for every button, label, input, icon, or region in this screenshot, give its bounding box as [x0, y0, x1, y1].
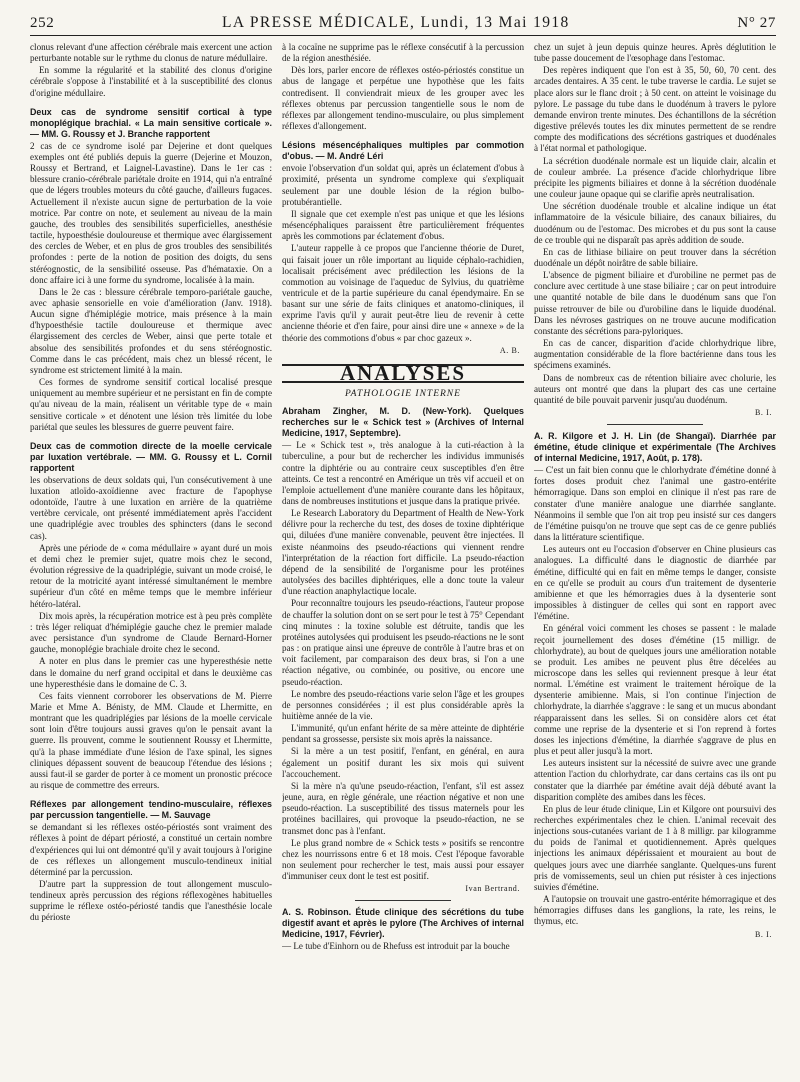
section-heading: Deux cas de syndrome sensitif cortical à type monoplégique brachial. « La main sensitive corticale ». — MM. G. Roussy et J. Branche rapportent — [30, 106, 272, 139]
column-2 — [282, 42, 524, 1082]
section-heading: Deux cas de commotion directe de la moelle cervicale par luxation vertébrale. — MM. G. Roussy et L. Cornil rapportent — [30, 440, 272, 473]
paragraph: Pour reconnaître toujours les pseudo-réactions, l'auteur propose de chauffer la solution dont on se sert pour le test à 75° Cependant cinq minutes : la toxine soluble est détruite, tandis que les protéines autolysées qui produisent les pseudo-réactions ne le sont pas : on pratique ainsi une épreuve de contrôle à l'autre bras et on voit facilement, par comparaison des deux bras, si l'on a une réaction négative, ou combinée, ou positive, ou encore une pseudo-réaction. — [282, 598, 524, 687]
paragraph: Dans le 2e cas : blessure cérébrale temporo-pariétale gauche, avec aphasie sensorielle en voie d'amélioration (Janv. 1918). Aucun signe d'hémiplégie motrice, mais présence à la main d'hypoesthésie tactile douloureuse et thermique avec élargissement des cercles de Weber, ainsi que perte totale et absolue des sensibilités profondes et du sens stéréognostic. Comme dans le cas précédent, mais chez un blessé récent, le syndrome est strictement limité à la main. — [30, 286, 272, 375]
page-number: 252 — [30, 15, 55, 31]
paragraph: Il signale que cet exemple n'est pas unique et que les lésions mésencéphaliques paraissent être particulièrement fréquentes après les commotions par éclatement d'obus. — [282, 208, 524, 242]
paragraph: L'immunité, qu'un enfant hérite de sa mère atteinte de diphtérie pendant sa grossesse, persiste six mois après la naissance. — [282, 723, 524, 745]
paragraph: D'autre part la suppression de tout allongement musculo-tendineux après percussion des régions réflexogènes habituelles supprime le réflexe ostéo-périosté tandis que l'anesthésie locale du périoste — [30, 879, 272, 923]
paragraph: Dans de nombreux cas de rétention biliaire avec cholurie, les auteurs ont montré que dans la plupart des cas une certaine quantité de bile pouvait parvenir jusqu'au duodénum. — [534, 372, 776, 405]
reference-heading: Abraham Zingher, M. D. (New-York). Quelques recherches sur le « Schick test » (Archives of Internal Medicine, 1917, Septembre). — [282, 406, 524, 439]
paragraph: Si la mère a un test positif, l'enfant, en général, en aura également un positif durant les six mois qui suivent l'accouchement. — [282, 746, 524, 779]
divider — [607, 424, 704, 425]
analyses-subtitle: PATHOLOGIE INTERNE — [345, 389, 461, 400]
paragraph: Le nombre des pseudo-réactions varie selon l'âge et les groupes de personnes considérées ; il est plus considérable après la huitième année de la vie. — [282, 688, 524, 721]
analyses-banner: ANALYSES — [282, 364, 524, 383]
paragraph: à la cocaïne ne supprime pas le réflexe consécutif à la percussion de la région anesthésiée. — [282, 42, 524, 64]
paragraph: En cas de cancer, disparition d'acide chlorhydrique libre, augmentation considérable de la flore bactérienne dans tous les spécimens examinés. — [534, 338, 776, 371]
paragraph: A l'autopsie on trouvait une gastro-entérite hémorragique et des hémorragies diffuses dans les ganglions, la rate, les reins, le thymus, etc. — [534, 894, 776, 927]
issue-number: N° 27 — [737, 15, 776, 31]
section-heading: Lésions mésencéphaliques multiples par commotion d'obus. — M. André Léri — [282, 140, 524, 162]
paragraph: L'absence de pigment biliaire et d'urobiline ne permet pas de conclure avec certitude à une stase biliaire ; car on peut introduire une quantité notable de bile dans le duodénum sans que l'on puisse retrouver de bile ou d'urobiline dans le liquide duodénal. Dans les névroses gastriques on ne trouve aucune modification constante des sécrétions para-pyloriques. — [534, 270, 776, 336]
journal-title: LA PRESSE MÉDICALE, Lundi, 13 Mai 1918 — [222, 14, 570, 31]
paragraph: Dès lors, parler encore de réflexes ostéo-périostés constitue un abus de langage et perpétue une hypothèse que les faits contredisent. Il conviendrait mieux de les grouper avec les réflexes obtenus par percussion tangentielle sous le nom de réflexes par allongement tendino-musculaire, ou plus simplement réflexes d'allongement. — [282, 65, 524, 132]
column-1 — [30, 42, 272, 1082]
paragraph: Une sécrétion duodénale trouble et alcaline indique un état inflammatoire de la vésicule biliaire, des canaux biliaires, du duodénum ou de l'estomac. Des microbes et du pus sont la cause de ce trouble qui ne disparaît pas après addition de soude. — [534, 201, 776, 245]
paragraph: En général voici comment les choses se passent : le malade reçoit journellement des doses d'émétine (15 milligr. de chlorhydrate), au bout de quelques jours une amélioration notable se produit. Les amibes ne peuvent plus être décelées au microscope dans les selles qui reviennent presque à leur état normal. L'émétine est vraiment le traitement héroïque de la dysenterie amibienne. Mais, si l'on continue l'injection de chlorhydrate, la diarrhée s'aggrave : le sang et un mucus abondant réapparaissent dans les selles. Si on considère alors cet état comme une reprise de la dysenterie et si l'on reprend à fortes doses les injections d'émétine, la diarrhée s'aggrave de plus en plus et peut aller jusqu'à la mort. — [534, 623, 776, 757]
section-heading: Réflexes par allongement tendino-musculaire, réflexes par percussion tangentielle. — M. Sauvage — [30, 799, 272, 821]
paragraph: En somme la régularité et la stabilité des clonus d'origine cérébrale s'oppose à l'instabilité et à la susceptibilité des clonus d'origine médullaire. — [30, 65, 272, 98]
paragraph: Dix mois après, la récupération motrice est à peu près complète : très léger reliquat d'hémiplégie gauche chez le premier malade avec persistance d'un syndrome de Claude Bernard-Horner gauche, monoplégie brachiale droite chez le second. — [30, 610, 272, 655]
paragraph: Ces formes de syndrome sensitif cortical localisé presque uniquement au membre supérieur et ne persistant en fin de compte qu'au niveau de la main, réalisent un véritable type de « main sensitive corticale » et dénotent une lésion très limitée du lobe pariétal que seules les blessures de guerre peuvent faire. — [30, 377, 272, 432]
paragraph: Les auteurs ont eu l'occasion d'observer en Chine plusieurs cas analogues. La difficulté dans le diagnostic de diarrhée par émétine, difficulté qui en fait en même temps le danger, consiste en ce qu'elle se produit au cours d'un traitement de dysenterie amibienne et que les hémorragies dues à la dysenterie sont impossibles à distinguer de celles qui sont en rapport avec l'émétine. — [534, 544, 776, 622]
paragraph: En plus de leur étude clinique, Lin et Kilgore ont poursuivi des recherches expérimentales chez le chien. L'animal recevait des injections sous-cutanées variant de 1 à 8 milligr. par kilogramme du poids de l'animal et quotidiennement. Après quelques injections les animaux dépérissaient et mouraient au bout de quelques jours avec une diarrhée sanglante. Quelques-uns furent pris de vomissements, seul un chien put résister à ces injections suivies d'émétine. — [534, 803, 776, 892]
divider — [355, 900, 452, 901]
signature: B. I. — [755, 408, 772, 417]
paragraph: clonus relevant d'une affection cérébrale mais exercent une action perturbante notable sur le rythme du clonus de nature médullaire. — [30, 42, 272, 64]
page-header — [30, 14, 776, 36]
paragraph: 2 cas de ce syndrome isolé par Dejerine et dont quelques exemples ont été publiés depuis la guerre (Dejerine et Mouzon, Roussy et Bertrand, et Laignel-Lavastine). Dans le 1er cas : blessure cranio-cérébrale pariétale droite en 1914, qui n'a entraîné que de légers troubles moteurs du côté gauche, d'ailleurs fugaces. Actuellement il n'existe aucun signe de perturbation de la voie motrice. Par contre on note, et seulement au niveau de la main gauche, des troubles des sensibilités superficielles, anesthésie tactile, hypoesthésie douloureuse et thermique avec élargissement des cercles de Weber, et en plus de gros troubles des sensibilités profondes : perte de la notion de position des doigts, du sens stéréognostic, de la sensibilité osseuse. Pas d'hémataxie. On a donc affaire ici à une forme du syndrome, localisée à la main. — [30, 140, 272, 285]
paragraph: Le Research Laboratory du Department of Health de New-York délivre pour la recherche du test, des doses de toxine diphtérique qui, diluées d'une manière convenable, peuvent être injectées. Il existe néanmoins des pseudo-réactions qui viennent rendre l'interprétation de la réaction fort difficile. La pseudo-réaction dépend de la sensibilité de l'organisme pour les protéines autolysées des bacilles diphtériques, elle a donc toute la valeur d'une réaction anaphylactique locale. — [282, 508, 524, 597]
paragraph: envoie l'observation d'un soldat qui, après un éclatement d'obus à proximité, présenta un syndrome complexe qui s'expliquait seulement par une double lésion de la région bulbo-protubérantielle. — [282, 163, 524, 207]
paragraph: Des repères indiquent que l'on est à 35, 50, 60, 70 cent. des arcades dentaires. A 35 cent. le tube traverse le cardia. Le sujet se place alors sur le flanc droit ; à 50 cent. on atteint le voisinage du pylore. Le passage du tube dans le duodénum à travers le pylore demande environ trente minutes. Des échantillons de la sécrétion digestive prélevés toutes les dix minutes permettent de se rendre compte des modifications des sécrétions gastriques et duodénales à l'état normal et pathologique. — [534, 65, 776, 154]
signature: Ivan Bertrand. — [465, 884, 520, 894]
paragraph: — Le « Schick test », très analogue à la cuti-réaction à la tuberculine, a pour but de rechercher les individus immunisés contre la diphtérie ou au contraire ceux susceptibles d'en être atteints. Ce test a rencontré en Amérique un très vif accueil et on l'emploie actuellement d'une manière courante dans les hôpitaux, dans de nombreuses institutions et jusque dans la pratique privée. — [282, 440, 524, 506]
paragraph: se demandant si les réflexes ostéo-périostés sont vraiment des réflexes à point de départ périosté, a constitué un certain nombre d'expériences qui lui ont démontré qu'il y avait toujours à l'origine de ces réflexes un allongement musculo-tendineux initial déterminé par la percussion. — [30, 822, 272, 877]
columns — [30, 42, 776, 1082]
signature: A. B. — [499, 345, 520, 355]
paragraph: La sécrétion duodénale normale est un liquide clair, alcalin et de couleur ambrée. La présence d'acide chlorhydrique libre précipite les pigments biliaires et donne à la sécrétion duodénale une couleur jaune opaque qui se clarifie après neutralisation. — [534, 155, 776, 200]
paragraph: Les auteurs insistent sur la nécessité de suivre avec une grande attention l'action du chlorhydrate, car dans certains cas ils ont pu constater que la diarrhée par émétine avait déjà débuté avant la disparition complète des amibes dans les fèces. — [534, 758, 776, 802]
paragraph: — C'est un fait bien connu que le chlorhydrate d'émétine donné à fortes doses produit chez l'animal une gastro-entérite hémorragique. Dans son emploi en clinique il n'est pas rare de constater d'une manière analogue une diarrhée sanglante. Néanmoins il semble que l'on ait trop peu insisté sur ces dangers de l'émétine puisqu'on ne trouve que sept cas de ce genre publiés dans la littérature scientifique. — [534, 465, 776, 543]
reference-heading: A. S. Robinson. Étude clinique des sécrétions du tube digestif avant et après le pylore (The Archives of internal Medicine, 1917, Février). — [282, 907, 524, 940]
paragraph: — Le tube d'Einhorn ou de Rhefuss est introduit par la bouche — [282, 941, 510, 952]
paragraph: En cas de lithiase biliaire on peut trouver dans la sécrétion duodénale un dépôt noirâtre de sable biliaire. — [534, 246, 776, 268]
paragraph: Si la mère n'a qu'une pseudo-réaction, l'enfant, s'il est assez jeune, aura, en règle générale, une réaction négative et non une pseudo-réaction. La susceptibilité des tissus maternels pour les protéines bacillaires, qui provoque la pseudo-réaction, ne se transmet donc pas à l'enfant. — [282, 780, 524, 836]
paragraph: les observations de deux soldats qui, l'un consécutivement à une luxation atloïdo-axoïdienne avec fracture de l'apophyse odontoïde, l'autre à une luxation en arrière de la quatrième vertèbre cervicale, ont présenté immédiatement après l'accident une quadriplégie avec troubles des sphincters (dans le second cas). — [30, 474, 272, 541]
column-3 — [534, 42, 776, 1082]
paragraph: chez un sujet à jeun depuis quinze heures. Après déglutition le tube passe doucement de l'œsophage dans l'estomac. — [534, 42, 776, 64]
paragraph: Ces faits viennent corroborer les observations de M. Pierre Marie et Mme A. Bénisty, de MM. Claude et Lhermitte, en montrant que les quadriplégies par lésions de la moelle cervicale sont loin d'être toujours aussi graves qu'on le pensait avant la guerre. Ils prouvent, comme le soutiennent Roussy et Lhermitte, qu'à la phase immédiate d'une lésion de l'axe spinal, les signes cliniques dépassent souvent de beaucoup l'étendue des lésions ; aussi faut-il se garder de porter à ce moment un pronostic précoce au risque de commettre des erreurs. — [30, 690, 272, 791]
paragraph: Le plus grand nombre de « Schick tests » positifs se rencontre chez les nourrissons entre 6 et 18 mois. C'est l'époque favorable non seulement pour rechercher le test, mais aussi pour essayer d'immuniser ceux dont le test est positif. — [282, 837, 524, 882]
paragraph: L'auteur rappelle à ce propos que l'ancienne théorie de Duret, qui faisait jouer un rôle important au liquide céphalo-rachidien, localisait précisément avec prédilection les lésions de la commotion au voisinage de l'aqueduc de Sylvius, du quatrième ventricule et de la partie supérieure du canal épendymaire. En se basant sur une série de faits cliniques et anatomo-cliniques, il exprime l'avis qu'il y aurait peut-être lieu de revenir à cette ancienne théorie et d'en faire, pour ainsi dire une « annexe » de la théorie des commotions d'obus « par choc gazeux ». — [282, 243, 524, 343]
reference-heading: A. R. Kilgore et J. H. Lin (de Shangaï). Diarrhée par émétine, étude clinique et expérimentale (The Archives of internal Medicine, 1917, Août, p. 178). — [534, 431, 776, 464]
paragraph: A noter en plus dans le premier cas une hyperesthésie nette dans le domaine du nerf grand occipital et dans le deuxième cas une hyperesthésie dans le domaine de C. 3. — [30, 656, 272, 689]
signature: B. I. — [755, 929, 772, 939]
paragraph: Après une période de « coma médullaire » ayant duré un mois et demi chez le premier sujet, quatre mois chez le second, évolution régressive de la quadriplégie, suivant un mode croisé, le retour de la motricité ayant intéressé simultanément le membre supérieur d'un côté en même temps que le membre inférieur hétéro-latéral. — [30, 542, 272, 609]
